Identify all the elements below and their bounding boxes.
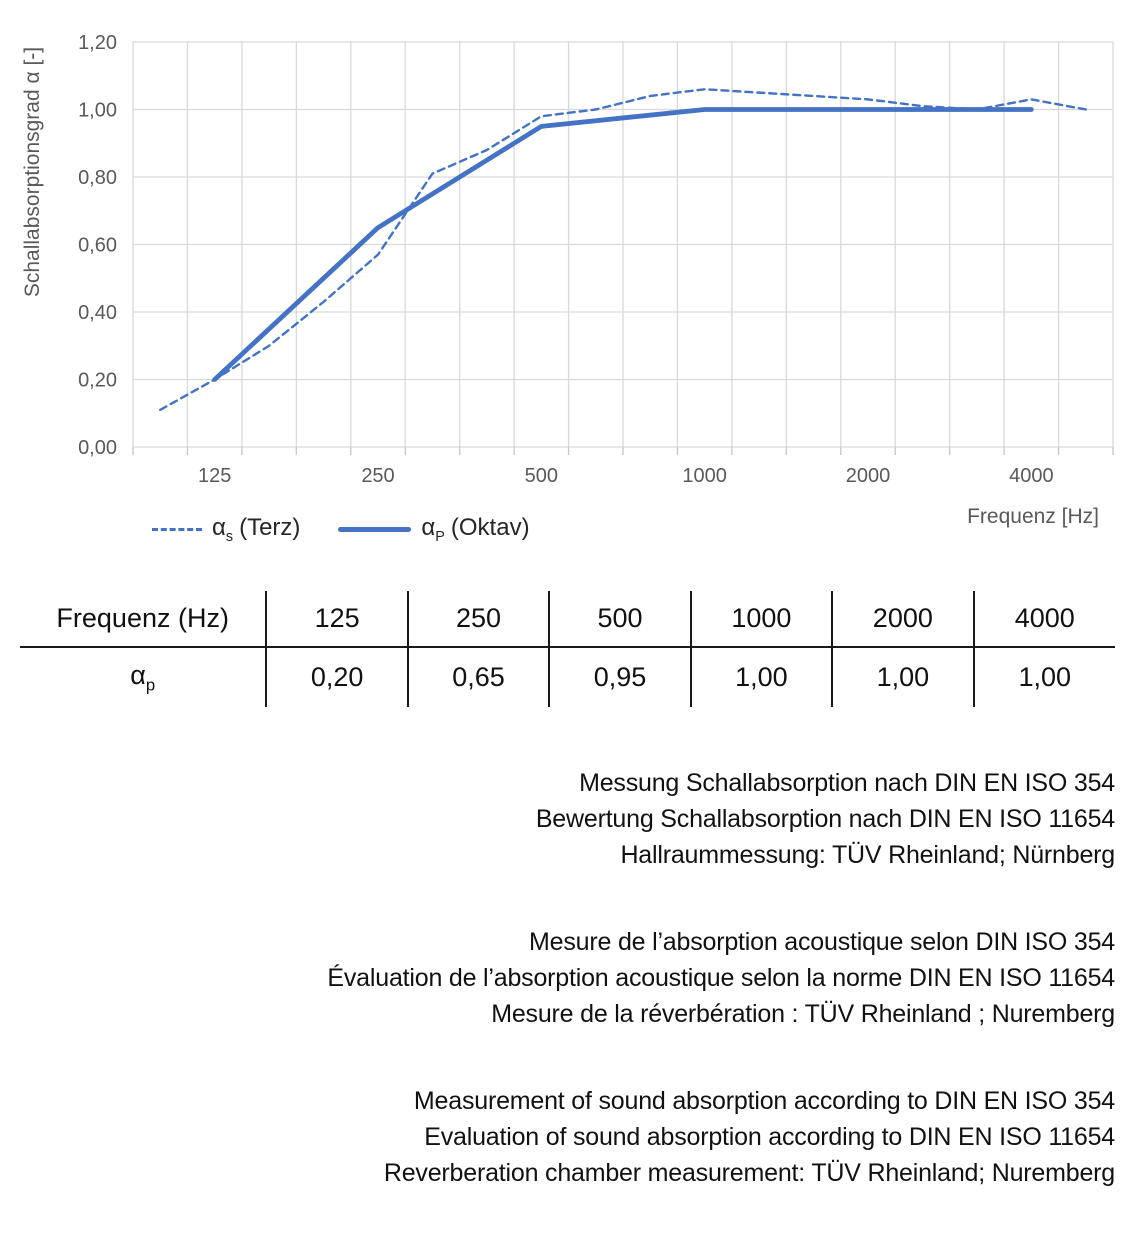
alpha-symbol: α bbox=[130, 660, 146, 690]
x-tick-label: 4000 bbox=[1009, 465, 1054, 487]
alpha-subscript: p bbox=[145, 675, 156, 695]
note-line: Évaluation de l’absorption acoustique selon la norme DIN EN ISO 11654 bbox=[327, 964, 1115, 993]
legend-solid-line-sample bbox=[338, 527, 411, 532]
y-tick-label: 0,20 bbox=[78, 369, 117, 392]
y-tick-label: 1,20 bbox=[78, 32, 117, 54]
absorption-table bbox=[20, 591, 1115, 707]
y-tick-label: 1,00 bbox=[78, 99, 117, 122]
chart-plot-area bbox=[0, 0, 1135, 500]
table-value-2000: 1,00 bbox=[832, 647, 973, 707]
x-tick-label: 500 bbox=[524, 465, 559, 487]
table-header-1000: 1000 bbox=[691, 591, 832, 647]
table-header-500: 500 bbox=[549, 591, 690, 647]
absorption-chart bbox=[0, 0, 1135, 565]
table-value-row bbox=[20, 647, 1115, 707]
legend-item-oktav bbox=[338, 514, 529, 545]
note-line: Hallraummessung: TÜV Rheinland; Nürnberg bbox=[620, 841, 1115, 870]
y-tick-label: 0,00 bbox=[78, 437, 117, 459]
note-line: Messung Schallabsorption nach DIN EN ISO 354 bbox=[579, 769, 1115, 798]
table-row-label bbox=[20, 647, 266, 707]
legend-item-terz bbox=[152, 514, 300, 545]
legend-label-oktav bbox=[421, 514, 529, 545]
table-header-125: 125 bbox=[266, 591, 407, 647]
x-tick-label: 125 bbox=[197, 465, 232, 487]
table-value-4000: 1,00 bbox=[974, 647, 1115, 707]
y-axis-title: Schallabsorptionsgrad α [-] bbox=[21, 46, 44, 298]
note-block-english bbox=[20, 1083, 1115, 1191]
legend-subscript: s bbox=[225, 528, 234, 545]
table-value-250: 0,65 bbox=[408, 647, 549, 707]
y-tick-label: 0,80 bbox=[78, 167, 117, 189]
note-line: Bewertung Schallabsorption nach DIN EN ISO 11654 bbox=[535, 805, 1115, 834]
note-line: Reverberation chamber measurement: TÜV Rheinland; Nuremberg bbox=[383, 1159, 1115, 1188]
table-value-125: 0,20 bbox=[266, 647, 407, 707]
table-header-frequency: Frequenz (Hz) bbox=[20, 591, 266, 647]
legend-label-terz bbox=[212, 514, 300, 545]
x-axis-title: Frequenz [Hz] bbox=[967, 505, 1099, 528]
note-block-french bbox=[20, 924, 1115, 1032]
table-value-500: 0,95 bbox=[549, 647, 690, 707]
legend-alpha-symbol: α bbox=[212, 514, 226, 541]
x-tick-label: 2000 bbox=[845, 465, 891, 487]
note-line: Evaluation of sound absorption according to DIN EN ISO 11654 bbox=[424, 1123, 1115, 1152]
legend-subscript: P bbox=[435, 528, 445, 545]
legend-alpha-symbol: α bbox=[421, 514, 436, 541]
legend-dashed-line-sample bbox=[152, 528, 202, 531]
note-line: Mesure de l’absorption acoustique selon DIN ISO 354 bbox=[529, 928, 1115, 957]
table-header-4000: 4000 bbox=[974, 591, 1115, 647]
table-header-2000: 2000 bbox=[832, 591, 973, 647]
x-tick-label: 1000 bbox=[682, 465, 727, 487]
table-value-1000: 1,00 bbox=[691, 647, 832, 707]
table-header-row bbox=[20, 591, 1115, 647]
note-line: Mesure de la réverbération : TÜV Rheinland ; Nuremberg bbox=[491, 1000, 1115, 1029]
legend-suffix: (Oktav) bbox=[450, 514, 530, 541]
legend-suffix: (Terz) bbox=[239, 514, 301, 541]
chart-legend bbox=[152, 514, 530, 545]
y-tick-label: 0,40 bbox=[78, 302, 117, 324]
y-tick-label: 0,60 bbox=[78, 234, 117, 257]
note-block-german bbox=[20, 765, 1115, 873]
x-tick-label: 250 bbox=[361, 465, 395, 487]
table-header-250: 250 bbox=[408, 591, 549, 647]
measurement-notes bbox=[20, 765, 1115, 1191]
note-line: Measurement of sound absorption according to DIN EN ISO 354 bbox=[413, 1087, 1115, 1116]
